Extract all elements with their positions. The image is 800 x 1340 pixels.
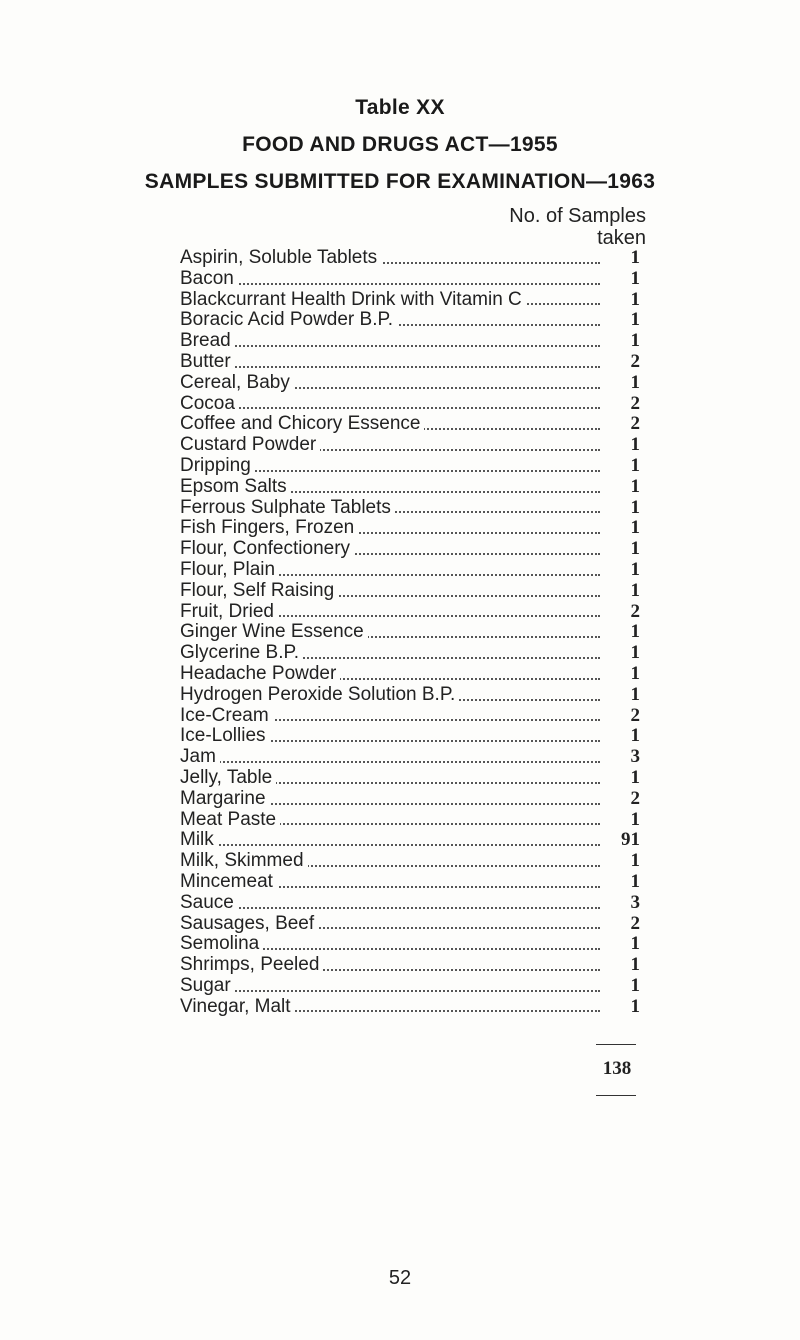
- item-name: Mincemeat: [180, 872, 277, 893]
- leader-dots: [180, 366, 600, 368]
- page-subtitle: SAMPLES SUBMITTED FOR EXAMINATION—1963: [144, 170, 656, 193]
- item-count: 1: [630, 309, 640, 331]
- item-name: Semolina: [180, 934, 263, 955]
- item-name: Aspirin, Soluble Tablets: [180, 248, 381, 269]
- column-header-line1: No. of Samples: [509, 205, 646, 227]
- list-item: [180, 976, 640, 997]
- list-item: [180, 269, 640, 290]
- item-count: 1: [630, 974, 640, 996]
- item-count: 1: [630, 538, 640, 560]
- total-rule-top: [596, 1044, 636, 1045]
- item-name: Custard Powder: [180, 435, 320, 456]
- list-item: [180, 248, 640, 269]
- list-item: [180, 498, 640, 519]
- item-name: Ginger Wine Essence: [180, 622, 368, 643]
- item-count: 1: [630, 766, 640, 788]
- total-rule-bottom: [596, 1095, 636, 1096]
- list-item: [180, 622, 640, 643]
- item-name: Milk, Skimmed: [180, 851, 308, 872]
- column-header-line2: taken: [597, 227, 646, 249]
- list-item: [180, 394, 640, 415]
- list-item: [180, 830, 640, 851]
- list-item: [180, 706, 640, 727]
- list-item: [180, 810, 640, 831]
- item-count: 2: [630, 912, 640, 934]
- item-name: Jam: [180, 747, 220, 768]
- item-name: Epsom Salts: [180, 477, 291, 498]
- item-count: 2: [630, 600, 640, 622]
- item-name: Blackcurrant Health Drink with Vitamin C: [180, 290, 526, 311]
- item-count: 1: [630, 870, 640, 892]
- item-count: 1: [630, 850, 640, 872]
- list-item: [180, 934, 640, 955]
- item-name: Shrimps, Peeled: [180, 955, 323, 976]
- item-count: 1: [630, 434, 640, 456]
- item-name: Glycerine B.P.: [180, 643, 303, 664]
- list-item: [180, 872, 640, 893]
- list-item: [180, 560, 640, 581]
- item-name: Boracic Acid Powder B.P.: [180, 310, 397, 331]
- list-item: [180, 851, 640, 872]
- item-count: 2: [630, 787, 640, 809]
- item-name: Meat Paste: [180, 810, 280, 831]
- item-count: 1: [630, 621, 640, 643]
- item-count: 1: [630, 808, 640, 830]
- item-count: 3: [630, 746, 640, 768]
- item-count: 1: [630, 517, 640, 539]
- item-count: 1: [630, 371, 640, 393]
- item-name: Sugar: [180, 976, 235, 997]
- item-name: Hydrogen Peroxide Solution B.P.: [180, 685, 459, 706]
- item-name: Bread: [180, 331, 235, 352]
- leader-dots: [180, 990, 600, 992]
- item-name: Flour, Self Raising: [180, 581, 338, 602]
- item-count: 1: [630, 247, 640, 268]
- total-count: 138: [602, 1058, 632, 1079]
- list-item: [180, 726, 640, 747]
- item-name: Fish Fingers, Frozen: [180, 518, 358, 539]
- list-item: [180, 955, 640, 976]
- item-count: 1: [630, 579, 640, 601]
- list-item: [180, 477, 640, 498]
- list-item: [180, 290, 640, 311]
- item-count: 1: [630, 642, 640, 664]
- item-name: Flour, Confectionery: [180, 539, 354, 560]
- item-count: 1: [630, 725, 640, 747]
- item-name: Cocoa: [180, 394, 239, 415]
- item-name: Bacon: [180, 269, 238, 290]
- item-count: 1: [630, 267, 640, 289]
- leader-dots: [180, 844, 600, 846]
- item-name: Margarine: [180, 789, 270, 810]
- item-count: 1: [630, 933, 640, 955]
- item-name: Ice-Cream: [180, 706, 273, 727]
- item-count: 2: [630, 704, 640, 726]
- list-item: [180, 997, 640, 1018]
- list-item: [180, 643, 640, 664]
- item-count: 1: [630, 475, 640, 497]
- table-label: Table XX: [355, 96, 445, 119]
- list-item: [180, 602, 640, 623]
- column-header: [509, 205, 646, 249]
- list-item: [180, 456, 640, 477]
- list-item: [180, 331, 640, 352]
- item-name: Headache Powder: [180, 664, 340, 685]
- list-item: [180, 539, 640, 560]
- item-name: Vinegar, Malt: [180, 997, 295, 1018]
- item-count: 1: [630, 288, 640, 310]
- item-count: 1: [630, 954, 640, 976]
- item-name: Cereal, Baby: [180, 373, 294, 394]
- item-count: 91: [621, 829, 640, 851]
- item-count: 1: [630, 995, 640, 1017]
- list-item: [180, 747, 640, 768]
- item-count: 3: [630, 891, 640, 913]
- leader-dots: [180, 345, 600, 347]
- item-count: 2: [630, 350, 640, 372]
- item-count: 2: [630, 413, 640, 435]
- item-count: 1: [630, 496, 640, 518]
- leader-dots: [180, 761, 600, 763]
- item-name: Ferrous Sulphate Tablets: [180, 498, 395, 519]
- list-item: [180, 789, 640, 810]
- item-count: 1: [630, 662, 640, 684]
- item-name: Fruit, Dried: [180, 602, 278, 623]
- page-number: 52: [388, 1267, 412, 1289]
- item-count: 1: [630, 683, 640, 705]
- list-item: [180, 914, 640, 935]
- item-count: 2: [630, 392, 640, 414]
- list-item: [180, 373, 640, 394]
- list-item: [180, 893, 640, 914]
- item-name: Sausages, Beef: [180, 914, 318, 935]
- item-name: Milk: [180, 830, 218, 851]
- item-name: Dripping: [180, 456, 255, 477]
- item-count: 1: [630, 454, 640, 476]
- item-count: 1: [630, 330, 640, 352]
- list-item: [180, 685, 640, 706]
- item-name: Coffee and Chicory Essence: [180, 414, 424, 435]
- list-item: [180, 414, 640, 435]
- item-name: Jelly, Table: [180, 768, 276, 789]
- leader-dots: [180, 283, 600, 285]
- item-name: Flour, Plain: [180, 560, 279, 581]
- item-count: 1: [630, 558, 640, 580]
- samples-list: [180, 248, 640, 1017]
- list-item: [180, 664, 640, 685]
- leader-dots: [180, 907, 600, 909]
- list-item: [180, 518, 640, 539]
- leader-dots: [180, 407, 600, 409]
- item-name: Butter: [180, 352, 235, 373]
- list-item: [180, 352, 640, 373]
- list-item: [180, 435, 640, 456]
- list-item: [180, 768, 640, 789]
- item-name: Ice-Lollies: [180, 726, 270, 747]
- item-name: Sauce: [180, 893, 238, 914]
- list-item: [180, 310, 640, 331]
- list-item: [180, 581, 640, 602]
- act-title: FOOD AND DRUGS ACT—1955: [242, 133, 558, 156]
